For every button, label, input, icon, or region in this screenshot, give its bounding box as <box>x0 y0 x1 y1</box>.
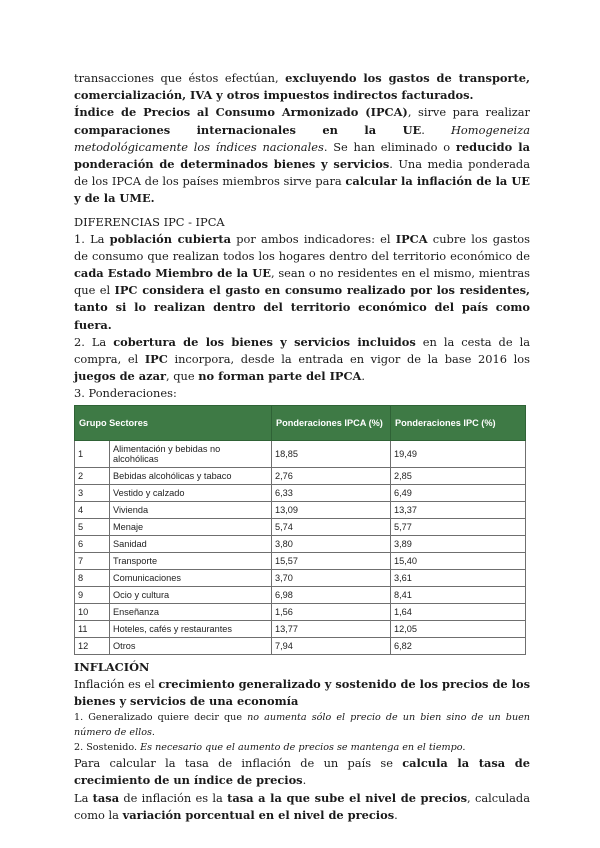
bold-text: tasa <box>92 790 120 805</box>
text: . <box>361 369 366 384</box>
cell-ipc: 3,61 <box>391 569 526 586</box>
bold-text: comparaciones internacionales en la UE <box>74 122 422 137</box>
italic-text: no aumenta sólo el precio de un bien sino de un buen número de ellos. <box>74 712 530 739</box>
cell-sector: Vestido y calzado <box>110 484 272 501</box>
cell-sector: Vivienda <box>110 501 272 518</box>
cell-sector: Alimentación y bebidas no alcohólicas <box>110 440 272 467</box>
cell-group-number: 6 <box>75 535 110 552</box>
bold-text: IPCA <box>395 231 428 246</box>
cell-ipc: 13,37 <box>391 501 526 518</box>
cell-sector: Otros <box>110 637 272 654</box>
cell-sector: Menaje <box>110 518 272 535</box>
paragraph-transacciones <box>74 70 530 104</box>
table-row <box>75 535 526 552</box>
cell-group-number: 12 <box>75 637 110 654</box>
text: incorpora, desde la entrada en vigor de la base 2016 los <box>167 352 530 367</box>
header-ponderaciones-ipc: Ponderaciones IPC (%) <box>391 405 526 440</box>
cell-sector: Sanidad <box>110 535 272 552</box>
table-row <box>75 569 526 586</box>
cell-ipca: 2,76 <box>272 467 391 484</box>
header-ponderaciones-ipca: Ponderaciones IPCA (%) <box>272 405 391 440</box>
cell-ipc: 8,41 <box>391 586 526 603</box>
table-row <box>75 467 526 484</box>
text: . Se han eliminado o <box>323 139 456 154</box>
table-row <box>75 603 526 620</box>
list-item-cobertura <box>74 334 530 386</box>
cell-group-number: 4 <box>75 501 110 518</box>
cell-sector: Comunicaciones <box>110 569 272 586</box>
cell-ipc: 12,05 <box>391 620 526 637</box>
cell-ipca: 18,85 <box>272 440 391 467</box>
bold-text: crecimiento generalizado y sostenido de los precios de los bienes y servicios de una economía <box>74 676 530 709</box>
text: Inflación es el <box>74 676 159 691</box>
cell-group-number: 3 <box>75 484 110 501</box>
text: Para calcular la tasa de inflación de un país se <box>74 756 403 771</box>
list-item-sostenido <box>74 740 530 755</box>
text: . Una media ponderada de los IPCA de los países miembros sirve para <box>74 157 530 189</box>
bold-text: reducido la ponderación de determinados bienes y servicios <box>74 139 530 172</box>
bold-text: IPC considera el gasto en consumo realizado por los residentes, tanto si lo realizan dentro del territorio económico del país como fuera. <box>74 283 530 332</box>
cell-ipc: 2,85 <box>391 467 526 484</box>
bold-text: calcular la inflación de la UE y de la UME. <box>74 174 530 206</box>
cell-ipca: 3,70 <box>272 569 391 586</box>
list-item-generalizado <box>74 710 530 740</box>
list-item-poblacion <box>74 231 530 334</box>
table-row <box>75 620 526 637</box>
cell-ipca: 7,94 <box>272 637 391 654</box>
bold-text: tasa a la que sube el nivel de precios <box>227 790 468 805</box>
cell-sector: Hoteles, cafés y restaurantes <box>110 620 272 637</box>
list-item-ponderaciones: 3. Ponderaciones: <box>74 386 177 401</box>
text: , sirve para realizar <box>407 105 530 120</box>
text: 2. La <box>74 334 114 349</box>
italic-text: Es necesario que el aumento de precios se mantenga en el tiempo. <box>140 742 466 754</box>
cell-ipca: 3,80 <box>272 535 391 552</box>
bold-text: variación porcentual en el nivel de precios <box>122 807 395 822</box>
cell-group-number: 1 <box>75 440 110 467</box>
bold-text: población cubierta <box>109 231 232 246</box>
document-page <box>74 70 530 824</box>
cell-group-number: 2 <box>75 467 110 484</box>
cell-ipc: 6,82 <box>391 637 526 654</box>
text: en la cesta de la compra, el <box>74 334 531 367</box>
text: 2. Sostenido. <box>74 742 141 754</box>
bold-text: no forman parte del IPCA <box>198 369 362 384</box>
cell-ipc: 15,40 <box>391 552 526 569</box>
cell-ipca: 6,33 <box>272 484 391 501</box>
cell-group-number: 11 <box>75 620 110 637</box>
text: , sean o no residentes en el mismo, mientras que el <box>74 266 530 298</box>
italic-text: Homogeneiza metodológicamente los índices nacionales <box>74 122 530 154</box>
cell-ipca: 13,77 <box>272 620 391 637</box>
cell-ipca: 1,56 <box>272 603 391 620</box>
cell-ipc: 3,89 <box>391 535 526 552</box>
cell-ipc: 19,49 <box>391 440 526 467</box>
text: por ambos indicadores: el <box>231 231 396 246</box>
text: . <box>394 807 398 822</box>
section-title-diferencias: DIFERENCIAS IPC - IPCA <box>74 214 225 229</box>
text: , que <box>166 369 199 384</box>
bold-text: juegos de azar <box>74 369 166 384</box>
cell-sector: Ocio y cultura <box>110 586 272 603</box>
table-row <box>75 518 526 535</box>
cell-ipca: 15,57 <box>272 552 391 569</box>
text: . <box>421 122 451 137</box>
text: 1. La <box>74 231 110 246</box>
cell-sector: Enseñanza <box>110 603 272 620</box>
text: transacciones que éstos efectúan, <box>74 71 286 85</box>
text: . <box>302 773 307 788</box>
ponderaciones-table <box>74 405 526 655</box>
paragraph-calculo-tasa <box>74 755 530 789</box>
header-grupo-sectores: Grupo Sectores <box>75 405 272 440</box>
text: La <box>74 790 93 805</box>
cell-ipca: 5,74 <box>272 518 391 535</box>
table-header-row <box>75 405 526 440</box>
cell-sector: Transporte <box>110 552 272 569</box>
cell-ipca: 13,09 <box>272 501 391 518</box>
section-title-inflacion <box>74 659 530 676</box>
cell-group-number: 7 <box>75 552 110 569</box>
table-row <box>75 552 526 569</box>
cell-group-number: 10 <box>75 603 110 620</box>
bold-text: excluyendo los gastos de transporte, comercialización, IVA y otros impuestos indirectos facturados. <box>74 71 530 103</box>
text: 1. Generalizado quiere decir que <box>74 712 248 724</box>
cell-ipca: 6,98 <box>272 586 391 603</box>
bold-text: cobertura de los bienes y servicios incluidos <box>113 334 416 349</box>
bold-text: INFLACIÓN <box>74 659 150 674</box>
paragraph-ipca <box>74 104 530 207</box>
paragraph-tasa-inflacion <box>74 790 530 824</box>
text: de inflación es la <box>119 790 228 805</box>
text: , calculada como la <box>74 790 530 822</box>
bold-text: cada Estado Miembro de la UE <box>74 266 271 281</box>
cell-ipc: 6,49 <box>391 484 526 501</box>
cell-ipc: 1,64 <box>391 603 526 620</box>
bold-text: calcula la tasa de crecimiento de un índice de precios <box>74 756 530 788</box>
text: cubre los gastos de consumo que realizan todos los hogares dentro del territorio económico de <box>74 231 530 263</box>
cell-group-number: 5 <box>75 518 110 535</box>
table-row <box>75 637 526 654</box>
table-row <box>75 484 526 501</box>
paragraph-inflacion-definicion <box>74 676 530 710</box>
table-row <box>75 440 526 467</box>
bold-text: IPC <box>144 352 168 367</box>
cell-group-number: 9 <box>75 586 110 603</box>
bold-text: Índice de Precios al Consumo Armonizado (IPCA) <box>74 105 408 120</box>
cell-group-number: 8 <box>75 569 110 586</box>
cell-sector: Bebidas alcohólicas y tabaco <box>110 467 272 484</box>
cell-ipc: 5,77 <box>391 518 526 535</box>
table-row <box>75 586 526 603</box>
table-row <box>75 501 526 518</box>
